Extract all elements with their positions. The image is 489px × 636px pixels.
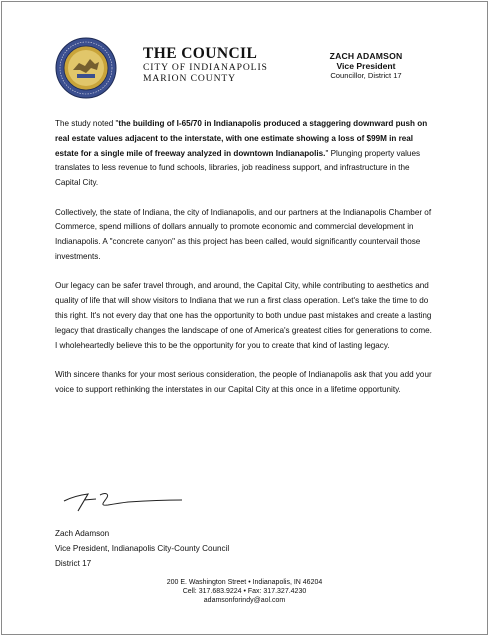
footer-phones: Cell: 317.683.9224 • Fax: 317.327.4230 bbox=[182, 588, 307, 595]
paragraph-1: The study noted "the building of I-65/70 in Indianapolis produced a staggering downward push on real estate values adjacent to the interstate, with one estimate showing a loss of $99M in real estate for a single mile of freeway analyzed in downtown Indianapolis." Plunging property values translates to less revenue to fund schools, libraries, job readiness support, and infrastructure in the Capital City. bbox=[55, 119, 428, 188]
council-heading bbox=[143, 46, 268, 84]
signature-image bbox=[58, 485, 188, 515]
footer-email: adamsonforindy@aol.com bbox=[203, 597, 286, 604]
closing-block bbox=[55, 527, 229, 571]
county-line: MARION COUNTY bbox=[143, 73, 236, 84]
signer-district: District 17 bbox=[55, 558, 92, 568]
footer-address: 200 E. Washington Street • Indianapolis, IN 46204 bbox=[166, 579, 323, 586]
paragraph-4: With sincere thanks for your most serious consideration, the people of Indianapolis ask that you add your voice to support rethinking the interstates in our Capital City at this once in a lifetime opportunity. bbox=[55, 369, 432, 394]
member-name: ZACH ADAMSON bbox=[329, 51, 403, 61]
member-role: Vice President bbox=[336, 61, 396, 71]
paragraph-2: Collectively, the state of Indiana, the city of Indianapolis, and our partners at the Indianapolis Chamber of Commerce, spend millions of dollars annually to promote economic and commercial development in Indianapolis. A "concrete canyon" as this project has been called, would significantly countervail those investments. bbox=[55, 207, 432, 261]
city-line: CITY OF INDIANAPOLIS bbox=[143, 62, 268, 73]
council-seal-icon bbox=[55, 37, 117, 99]
member-district: Councillor, District 17 bbox=[330, 71, 402, 80]
paragraph-3: Our legacy can be safer travel through, and around, the Capital City, while contributing to aesthetics and quality of life that will show visitors to Indiana that we run a first class operation. Let's take the time to do this right. It's not every day that one has the opportunity to both undue past mistakes and create a lasting legacy that drastically changes the landscape of one of America's greatest cities for generations to come. I wholeheartedly believe this to be the opportunity for you to create that kind of lasting legacy. bbox=[55, 281, 432, 350]
letter-body bbox=[55, 117, 435, 412]
paragraph-1-bold: the building of I-65/70 in Indianapolis produced a staggering downward push on real estate values adjacent to the interstate, with one estimate showing a loss of $99M in real estate for a single mile of freeway analyzed in downtown Indianapolis. bbox=[55, 119, 428, 158]
council-title: THE COUNCIL bbox=[143, 45, 258, 62]
member-block bbox=[296, 51, 436, 81]
footer bbox=[0, 578, 489, 605]
signer-name: Zach Adamson bbox=[55, 529, 110, 538]
signer-title: Vice President, Indianapolis City-County Council bbox=[55, 543, 230, 553]
